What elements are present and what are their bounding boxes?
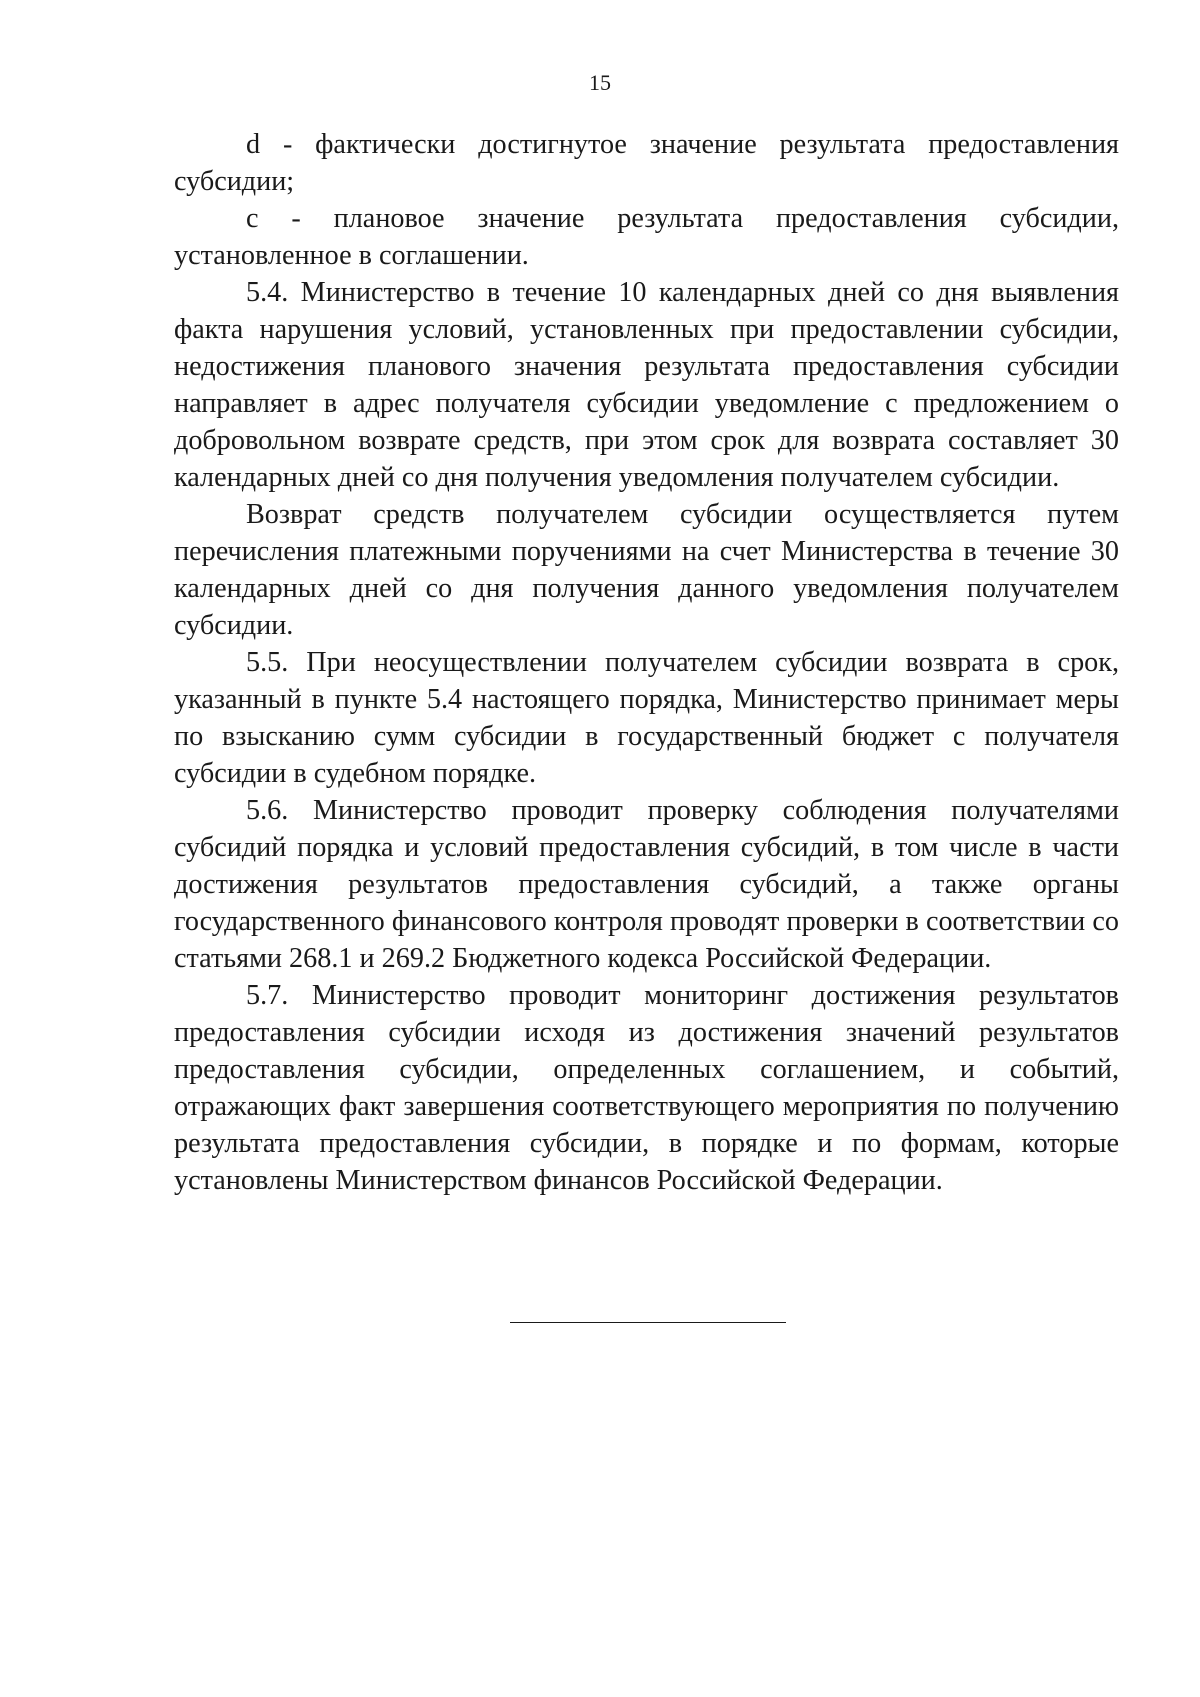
definition-d: d - фактически достигнутое значение результата предоставления субсидии; bbox=[174, 129, 1119, 197]
clause-5-4: 5.4. Министерство в течение 10 календарных дней со дня выявления факта нарушения условий, установленных при предоставлении субсидии, недостижения планового значения результата предоставления субсидии направляет в адрес получателя субсидии уведомление с предложением о добровольном возврате средств, при этом срок для возврата составляет 30 календарных дней со дня получения уведомления получателем субсидии. bbox=[174, 277, 1119, 493]
clause-5-6: 5.6. Министерство проводит проверку соблюдения получателями субсидий порядка и условий предоставления субсидий, в том числе в части достижения результатов предоставления субсидий, а также органы государственного финансового контроля проводят проверки в соответствии со статьями 268.1 и 269.2 Бюджетного кодекса Российской Федерации. bbox=[174, 795, 1119, 974]
document-body bbox=[174, 126, 1119, 1199]
page-number: 15 bbox=[589, 70, 611, 95]
clause-5-4-refund: Возврат средств получателем субсидии осуществляется путем перечисления платежными поручениями на счет Министерства в течение 30 календарных дней со дня получения данного уведомления получателем субсидии. bbox=[174, 499, 1119, 641]
clause-5-5: 5.5. При неосуществлении получателем субсидии возврата в срок, указанный в пункте 5.4 настоящего порядка, Министерство принимает меры по взысканию сумм субсидии в государственный бюджет с получателя субсидии в судебном порядке. bbox=[174, 647, 1119, 789]
end-of-document-divider bbox=[510, 1322, 786, 1323]
clause-5-7: 5.7. Министерство проводит мониторинг достижения результатов предоставления субсидии исходя из достижения значений результатов предоставления субсидии, определенных соглашением, и событий, отражающих факт завершения соответствующего мероприятия по получению результата предоставления субсидии, в порядке и по формам, которые установлены Министерством финансов Российской Федерации. bbox=[174, 980, 1119, 1196]
definition-c: c - плановое значение результата предоставления субсидии, установленное в соглашении. bbox=[174, 203, 1119, 271]
